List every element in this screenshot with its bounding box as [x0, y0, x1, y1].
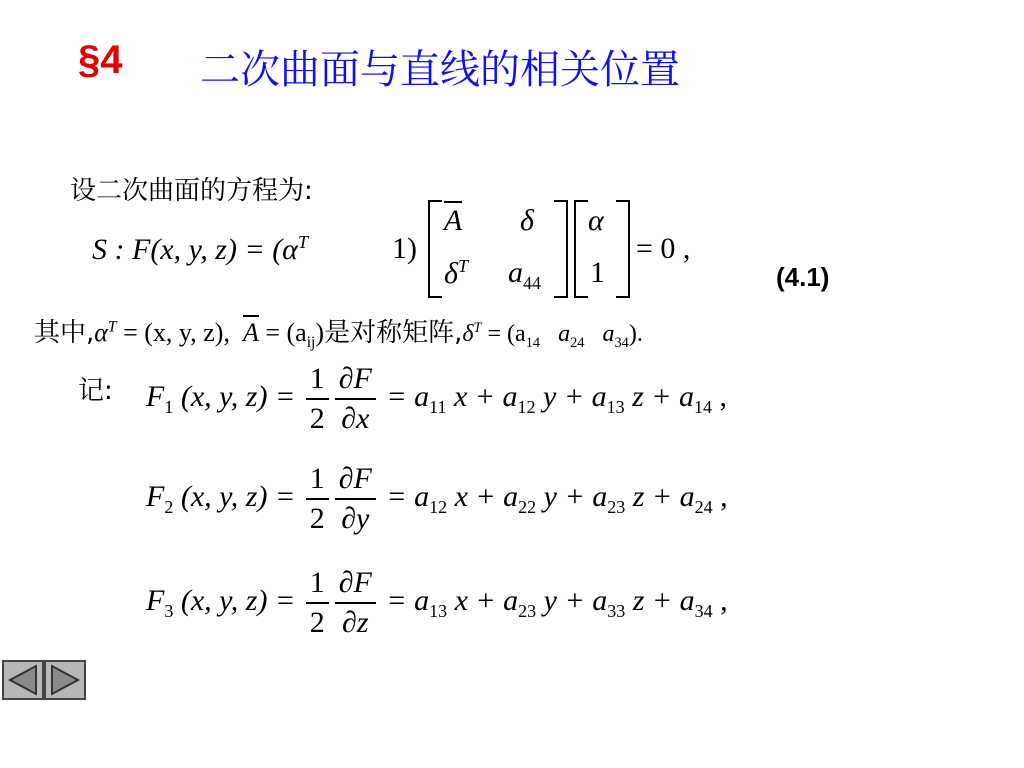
matrix-delta: δ: [520, 204, 534, 237]
matrix1-right-bracket: [554, 200, 568, 298]
matrix-delta-transpose: $\delta^T$: [444, 256, 468, 290]
page-title: 二次曲面与直线的相关位置: [200, 47, 680, 93]
alpha-transpose-sup: T: [297, 232, 308, 252]
triangle-left-icon: [4, 662, 42, 698]
row-vector-one: 1): [392, 232, 417, 265]
matrix-a44: $a_{44}$: [508, 256, 541, 293]
partial-derivative: $\frac{\partial F}{\partial x}$: [335, 362, 376, 436]
fraction-half: $\frac{1}{2}$: [306, 566, 329, 640]
partial-derivative: $\frac{\partial F}{\partial z}$: [335, 566, 376, 640]
equation-number: (4.1): [776, 262, 830, 292]
fraction-half: $\frac{1}{2}$: [306, 362, 329, 436]
section-number: §4: [78, 38, 123, 82]
vector-alpha: α: [588, 204, 604, 237]
matrix1-left-bracket: [428, 200, 442, 298]
where-line: 其中$,\alpha^T = (x$, y, z), $A = (a_{ij})$是对称矩阵$,\delta^T = (a_{14}$ $a_{24}$ $a_{34}$).: [34, 312, 643, 352]
triangle-right-icon: [46, 662, 84, 698]
note-label: 记:: [78, 376, 113, 406]
symmetric-matrix-text: 是对称矩阵,: [324, 318, 463, 348]
fraction-half: $\frac{1}{2}$: [306, 462, 329, 536]
a-bar-symbol: A: [243, 315, 259, 347]
equation-rhs: = 0 ,: [636, 232, 691, 265]
vector-one: 1: [590, 256, 605, 289]
intro-text: 设二次曲面的方程为:: [70, 176, 313, 206]
function-f2: $F_2$ (x, y, z) = $\frac{1}{2}$ $\frac{\partial F}{\partial y}$ = $a_{12}$ $x + a_{22}$ $y + a_{23}$ $z + a_{24}$ ,: [146, 462, 728, 535]
next-slide-button[interactable]: [44, 660, 86, 700]
matrix2-right-bracket: [616, 200, 630, 298]
function-f1: $F_1$ (x, y, z) = $\frac{1}{2}$ $\frac{\partial F}{\partial x}$ = $a_{11}$ $x + a_{12}$ $y + a_{13}$ $z + a_{14}$ ,: [146, 362, 727, 435]
equation-lhs: S : F(x, y, $z) = (\alpha^T$: [92, 232, 308, 266]
matrix-a-bar: A: [444, 204, 462, 238]
where-prefix: 其中,: [34, 318, 95, 348]
matrix2-left-bracket: [574, 200, 588, 298]
prev-slide-button[interactable]: [2, 660, 44, 700]
function-f3: $F_3$ (x, y, z) = $\frac{1}{2}$ $\frac{\partial F}{\partial z}$ = $a_{13}$ $x + a_{23}$ $y + a_{33}$ $z + a_{34}$ ,: [146, 566, 728, 639]
partial-derivative: $\frac{\partial F}{\partial y}$: [335, 462, 376, 536]
